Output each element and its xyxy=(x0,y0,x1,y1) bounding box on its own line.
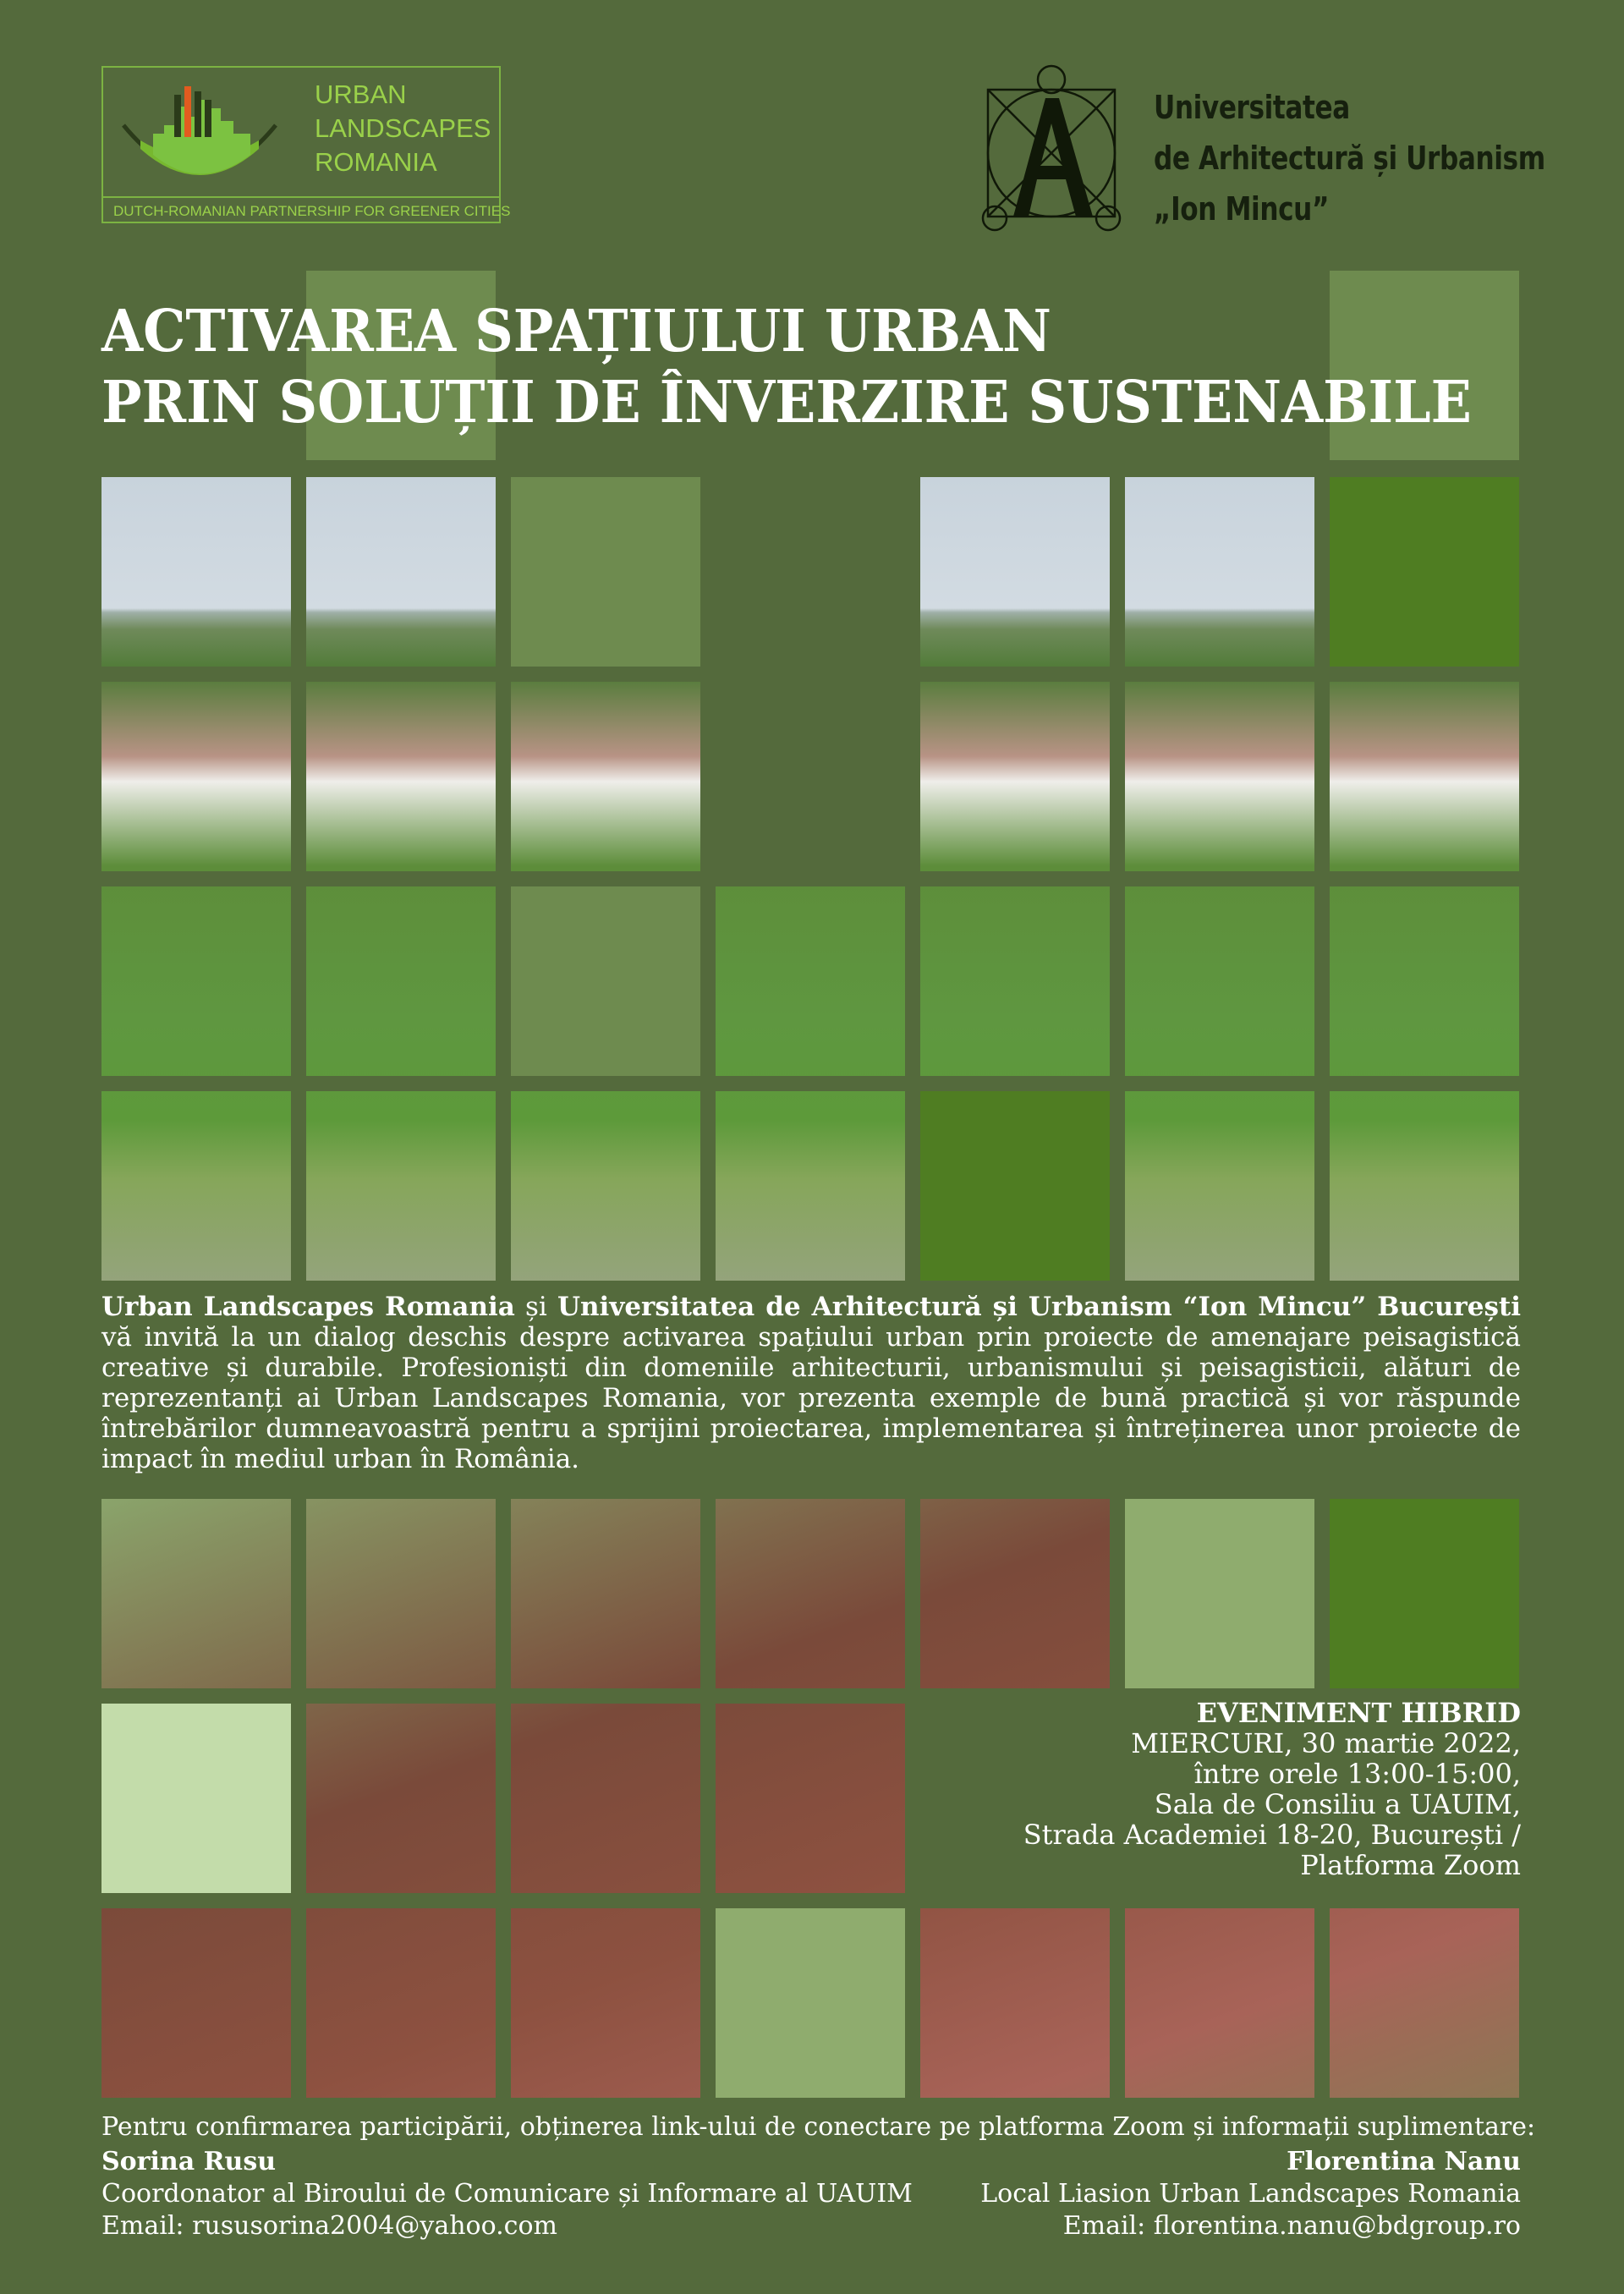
photo-tile xyxy=(1330,1091,1519,1281)
photo-tile xyxy=(1330,886,1519,1076)
contact2-name: Florentina Nanu xyxy=(1287,2147,1521,2176)
uauim-name-line3: „Ion Mincu” xyxy=(1154,190,1330,228)
photo-tile xyxy=(1125,886,1314,1076)
photo-tile xyxy=(102,682,291,871)
photo-tile xyxy=(1330,1908,1519,2098)
color-tile xyxy=(511,477,700,667)
photo-tile xyxy=(306,1908,496,2098)
event-venue: Sala de Consiliu a UAUIM, xyxy=(1154,1788,1521,1820)
title-line1: ACTIVAREA SPAȚIULUI URBAN xyxy=(102,298,1051,365)
photo-tile xyxy=(511,1704,700,1893)
photo-tile xyxy=(920,886,1110,1076)
color-tile xyxy=(511,886,700,1076)
photo-tile xyxy=(1125,1091,1314,1281)
event-date: MIERCURI, 30 martie 2022, xyxy=(1131,1727,1521,1759)
event-heading: EVENIMENT HIBRID xyxy=(1196,1697,1521,1729)
photo-tile xyxy=(920,1499,1110,1688)
contact2-role: Local Liasion Urban Landscapes Romania xyxy=(980,2179,1521,2209)
photo-tile xyxy=(102,1499,291,1688)
photo-tile xyxy=(1330,682,1519,871)
photo-tile xyxy=(1125,477,1314,667)
event-info xyxy=(878,1698,1521,1880)
color-tile xyxy=(1125,1499,1314,1688)
photo-tile xyxy=(306,477,496,667)
intro-text: vă invită la un dialog deschis despre activarea spațiului urban prin proiecte de amenajare peisagistică creative și durabile. Profesioniști din domeniile arhitecturii, urbanismului și peisagisticii, alături de reprezentanți ai Urban Landscapes Romania, vor prezenta exemple de bună practică și vor răspunde întrebărilor dumneavoastră pentru a sprijini proiectarea, implementarea și întreținerea unor proiecte de impact în mediul urban în România. xyxy=(102,1322,1521,1474)
event-online: Platforma Zoom xyxy=(1300,1849,1521,1881)
photo-tile xyxy=(306,1091,496,1281)
uauim-logo-icon xyxy=(964,64,1133,233)
uauim-name-line1: Universitatea xyxy=(1154,89,1350,126)
color-tile xyxy=(1330,1499,1519,1688)
photo-tile xyxy=(306,1499,496,1688)
photo-tile xyxy=(511,1091,700,1281)
footer-lead-text: Pentru confirmarea participării, obținerea link-ului de conectare pe platforma Zoom și informații suplimentare: xyxy=(102,2112,1536,2142)
photo-tile xyxy=(716,886,905,1076)
contact1-email[interactable]: Email: rususorina2004@yahoo.com xyxy=(102,2211,557,2241)
intro-org2: Universitatea de Arhitectură și Urbanism “Ion Mincu” București xyxy=(557,1292,1521,1322)
urban-landscapes-logo-icon xyxy=(115,74,284,184)
title-line2: PRIN SOLUȚII DE ÎNVERZIRE SUSTENABILE xyxy=(102,369,1472,436)
photo-tile xyxy=(920,477,1110,667)
intro-and: și xyxy=(514,1292,557,1322)
photo-tile xyxy=(511,682,700,871)
color-tile xyxy=(1330,477,1519,667)
photo-tile xyxy=(306,1704,496,1893)
photo-tile xyxy=(102,1908,291,2098)
contact1-role: Coordonator al Biroului de Comunicare și Informare al UAUIM xyxy=(102,2179,913,2209)
intro-paragraph xyxy=(102,1292,1521,1474)
photo-tile xyxy=(920,682,1110,871)
uauim-logo xyxy=(964,64,1545,233)
photo-tile xyxy=(920,1908,1110,2098)
photo-tile xyxy=(511,1908,700,2098)
photo-tile xyxy=(102,886,291,1076)
event-time: între orele 13:00-15:00, xyxy=(1193,1758,1521,1790)
photo-tile xyxy=(102,477,291,667)
contact-sorina-rusu xyxy=(102,2146,913,2242)
urban-landscapes-romania-logo xyxy=(102,66,511,223)
contact2-email[interactable]: Email: florentina.nanu@bdgroup.ro xyxy=(1062,2211,1521,2241)
page-title xyxy=(102,296,1472,438)
photo-tile xyxy=(102,1091,291,1281)
urban-landscapes-tagline: DUTCH-ROMANIAN PARTNERSHIP FOR GREENER CITIES xyxy=(103,196,499,215)
color-tile xyxy=(102,1704,291,1893)
color-tile xyxy=(920,1091,1110,1281)
contact1-name: Sorina Rusu xyxy=(102,2147,277,2176)
photo-tile xyxy=(1125,682,1314,871)
photo-tile xyxy=(306,682,496,871)
photo-tile xyxy=(716,1091,905,1281)
photo-tile xyxy=(511,1499,700,1688)
photo-tile xyxy=(716,1704,905,1893)
contact-florentina-nanu xyxy=(980,2146,1521,2242)
intro-org1: Urban Landscapes Romania xyxy=(102,1292,515,1322)
photo-tile xyxy=(716,1499,905,1688)
event-address: Strada Academiei 18-20, București / xyxy=(1023,1819,1521,1851)
urban-landscapes-name: URBAN LANDSCAPES ROMANIA xyxy=(315,80,491,177)
photo-tile xyxy=(1125,1908,1314,2098)
uauim-name-line2: de Arhitectură și Urbanism xyxy=(1154,140,1545,177)
photo-tile xyxy=(306,886,496,1076)
color-tile xyxy=(716,1908,905,2098)
